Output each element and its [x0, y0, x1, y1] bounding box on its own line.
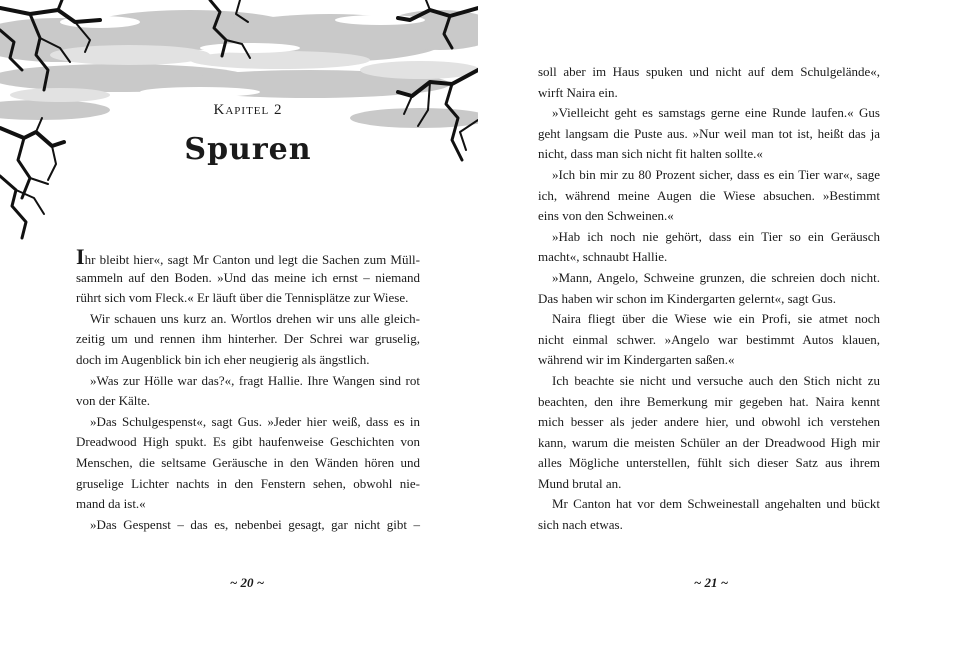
- right-line: Mund brutal an.: [538, 475, 622, 491]
- right-line: Ich beachte sie nicht und versuche auch den Stich nicht zu: [552, 372, 880, 388]
- left-line: von der Kälte.: [76, 393, 151, 409]
- sky-illustration: [0, 0, 478, 250]
- right-line: macht«, schnaubt Hallie.: [538, 249, 668, 265]
- left-line: zeitig um und rennen ihm hinterher. Der Schrei war gruselig,: [76, 331, 420, 347]
- right-line: beachten, den ihre Bemerkung mir gegeben hat. Naira kennt: [538, 393, 880, 409]
- left-line: doch im Augenblick bin ich eher neugierig als ängstlich.: [76, 351, 370, 367]
- right-line: kann, warum die meisten Schüler an der Dreadwood High mir: [538, 434, 880, 450]
- right-line: »Ich bin mir zu 80 Prozent sicher, dass es ein Tier war«, sage: [552, 166, 880, 182]
- line-text: hr bleibt hier«, sagt Mr Canton und legt die Sachen zum Müll-: [84, 252, 420, 267]
- right-body-text: [538, 62, 880, 536]
- right-line: alles Mögliche unterstellen, fühlt sich dieser Satz aus ihrem: [538, 455, 880, 471]
- right-line: während wir im Kindergarten saßen.«: [538, 352, 735, 368]
- right-line: »Vielleicht geht es samstags gerne eine Runde laufen.« Gus: [552, 105, 880, 121]
- right-line: nicht einmal schwer. »Angelo war bestimmt Autos klauen,: [538, 331, 880, 347]
- left-line: [76, 244, 420, 269]
- left-line: Wir schauen uns kurz an. Wortlos drehen wir uns alle gleich-: [90, 310, 420, 326]
- left-line: Dreadwood High spukt. Es gibt haufenweise Geschichten von: [76, 434, 420, 450]
- left-line: sammeln auf den Boden. »Und das meine ich ernst – niemand: [76, 269, 420, 285]
- right-line: »Mann, Angelo, Schweine grunzen, die schreien doch nicht.: [552, 269, 880, 285]
- right-line: Naira fliegt über die Wiese wie ein Profi, sie atmet noch: [552, 311, 880, 327]
- left-line: rührt sich vom Fleck.« Er läuft über die Tennisplätze zur Wiese.: [76, 290, 409, 306]
- right-line: soll aber im Haus spuken und nicht auf dem Schulgelände«,: [538, 64, 880, 79]
- right-line: Mr Canton hat vor dem Schweinestall angehalten und bückt: [552, 496, 880, 512]
- left-line: »Das Gespenst – das es, nebenbei gesagt, gar nicht gibt –: [90, 516, 420, 532]
- left-body-text: [76, 244, 420, 535]
- right-line: wirft Naira ein.: [538, 84, 618, 100]
- right-line: »Hab ich noch nie gehört, dass ein Tier so ein Geräusch: [552, 228, 880, 244]
- right-line: sich nach etwas.: [538, 517, 623, 533]
- left-line: »Was zur Hölle war das?«, fragt Hallie. Ihre Wangen sind rot: [90, 372, 420, 388]
- left-line: mand da ist.«: [76, 496, 146, 512]
- right-line: ich, während meine Augen die Wiese absuchen. »Bestimmt: [538, 187, 880, 203]
- chapter-title: Spuren: [184, 132, 312, 167]
- left-page: [0, 0, 478, 648]
- chapter-label: Kapitel 2: [213, 102, 283, 118]
- right-line: eins von den Schweinen.«: [538, 208, 674, 224]
- right-line: mich besser als jeder andere hier, und obwohl ich verstehen: [538, 414, 880, 430]
- drop-cap: I: [76, 244, 85, 269]
- left-line: gruselige Lichter nachts in den Fenstern sehen, obwohl nie-: [76, 475, 420, 491]
- right-line: nicht, dass man sich nicht fit halten sollte.«: [538, 146, 763, 162]
- page-number-right: ~ 21 ~: [693, 575, 729, 590]
- left-line: Menschen, die seltsame Geräusche in den Wänden hören und: [76, 454, 420, 470]
- page-number-left: ~ 20 ~: [229, 575, 265, 590]
- left-line: »Das Schulgespenst«, sagt Gus. »Jeder hier weiß, dass es in: [90, 413, 420, 429]
- right-line: Das haben wir schon im Kindergarten gelernt«, sagt Gus.: [538, 290, 836, 306]
- right-line: geht langsam die Puste aus. »Nur weil man tot ist, heißt das ja: [538, 125, 880, 141]
